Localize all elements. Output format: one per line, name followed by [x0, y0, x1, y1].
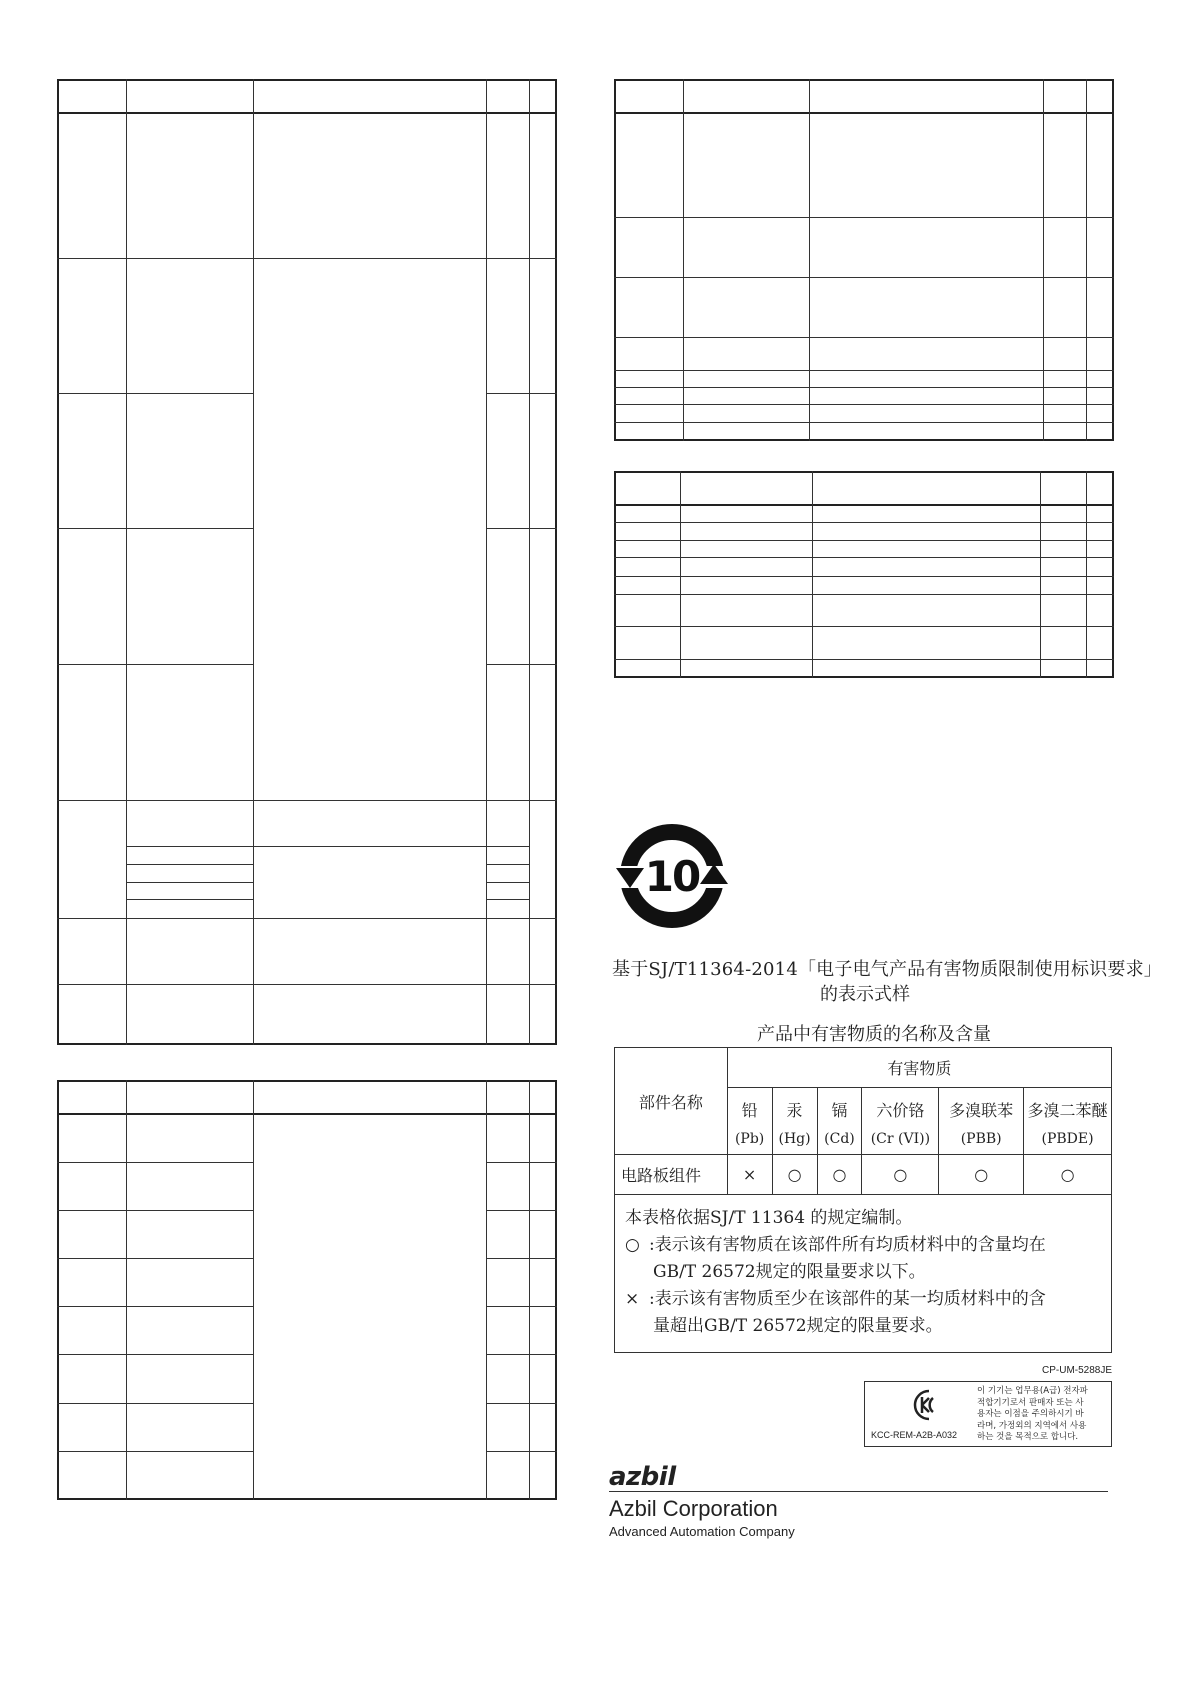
table-row-line [614, 594, 1114, 595]
substance-name: 铅 [727, 1088, 772, 1125]
substance-symbol: (PBB) [939, 1124, 1024, 1155]
column-line [1086, 471, 1087, 678]
logo-number: 10 [644, 852, 700, 901]
column-line [529, 1080, 530, 1500]
note-circle-text: :表示该有害物质在该部件所有均质材料中的含量均在 [649, 1235, 1046, 1255]
table-row-line [57, 1162, 253, 1163]
substance-name: 镉 [817, 1088, 862, 1125]
column-line [1040, 471, 1041, 678]
table-row-line [57, 528, 253, 529]
substance-symbol: (PBDE) [1024, 1124, 1112, 1155]
part-name-header: 部件名称 [615, 1048, 728, 1155]
table-row-line [57, 984, 557, 985]
table-header-rule [614, 504, 1114, 506]
substance-name: 多溴二苯醚 [1024, 1088, 1112, 1125]
column-line [126, 1080, 127, 1500]
table-row-line [57, 1210, 253, 1211]
table-row-line [486, 1258, 557, 1259]
column-line [486, 79, 487, 1045]
kc-notice-line: 용자는 이점을 주의하시기 바 [977, 1409, 1084, 1419]
note-cross-text-cont: 量超出GB/T 26572规定的限量要求。 [653, 1316, 943, 1336]
mark-cell: ○ [772, 1155, 817, 1195]
column-line [680, 471, 681, 678]
column-line [486, 1080, 487, 1500]
table-row-line [486, 1210, 557, 1211]
column-line [126, 79, 127, 1045]
table-subrow-line [126, 882, 253, 883]
table-row-line [614, 404, 1114, 405]
table-row-line [614, 370, 1114, 371]
substance-name: 多溴联苯 [939, 1088, 1024, 1125]
table-row-line [614, 659, 1114, 660]
document-code: CP-UM-5288JE [1042, 1365, 1113, 1376]
kc-registration-code: KCC-REM-A2B-A032 [871, 1430, 958, 1440]
table-subrow-line [486, 899, 529, 900]
table-notes [615, 1195, 1112, 1353]
column-line [253, 1080, 254, 1500]
table-subrow-line [126, 864, 253, 865]
column-line [253, 79, 254, 1045]
note-circle-text-cont: GB/T 26572规定的限量要求以下。 [653, 1262, 926, 1282]
substance-symbol: (Cd) [817, 1124, 862, 1155]
table-row-line [614, 557, 1114, 558]
table-row-line [57, 1403, 253, 1404]
kc-notice-line: 적합기기로서 판매자 또는 사 [977, 1397, 1084, 1408]
table-row-line [486, 393, 557, 394]
footer-divider [609, 1491, 1108, 1492]
table-row-line [614, 387, 1114, 388]
hazard-table-caption: 产品中有害物质的名称及含量 [757, 1024, 991, 1045]
substance-symbol: (Pb) [727, 1124, 772, 1155]
table-row-line [486, 1354, 557, 1355]
note-cross-text: :表示该有害物质至少在该部件的某一均质材料中的含 [649, 1289, 1046, 1309]
mark-cell: ○ [862, 1155, 939, 1195]
kc-mark-icon [913, 1388, 941, 1424]
standard-title-line-1: 基于SJ/T11364-2014「电子电气产品有害物质限制使用标识要求」 [612, 959, 1162, 980]
table-row-line [614, 277, 1114, 278]
kc-notice-text [977, 1386, 1109, 1444]
table-row [615, 1155, 1112, 1195]
left-table-2 [57, 1080, 557, 1500]
circle-symbol: ○ [625, 1235, 640, 1255]
table-header-rule [57, 112, 557, 114]
environment-protection-use-period-logo [614, 818, 730, 934]
right-table-2 [614, 471, 1114, 678]
table-row-line [486, 1403, 557, 1404]
table-row-line [486, 1162, 557, 1163]
table-row-line [614, 217, 1114, 218]
substances-group-header: 有害物质 [727, 1048, 1111, 1088]
hazardous-substance-table [614, 1047, 1112, 1353]
table-row-line [486, 528, 557, 529]
standard-title-line-2: 的表示式样 [820, 984, 910, 1005]
company-name: Azbil Corporation [609, 1496, 778, 1521]
table-row-line [486, 1306, 557, 1307]
note-cross [625, 1286, 1101, 1313]
recycle-arrows-icon [614, 818, 730, 934]
substance-symbol: (Hg) [772, 1124, 817, 1155]
kc-notice-line: 이 기기는 업무용(A급) 전자파 [977, 1386, 1088, 1396]
left-table-1 [57, 79, 557, 1045]
table-row-line [57, 918, 557, 919]
table-subrow-line [486, 882, 529, 883]
kc-notice-line: 하는 것을 목적으로 합니다. [977, 1432, 1079, 1442]
table-row-line [57, 393, 253, 394]
substance-symbol: (Cr (VI)) [862, 1124, 939, 1155]
table-row-line [614, 626, 1114, 627]
mark-cell: ○ [939, 1155, 1024, 1195]
table-row-line [614, 540, 1114, 541]
kc-notice-line: 라며, 가정외의 지역에서 사용 [977, 1420, 1087, 1431]
table-row-line [614, 337, 1114, 338]
table-row-line [57, 1451, 253, 1452]
table-subrow-line [126, 846, 529, 847]
part-name-cell: 电路板组件 [615, 1155, 728, 1195]
cross-symbol: × [625, 1289, 640, 1309]
mark-cell: × [727, 1155, 772, 1195]
table-row-line [57, 664, 253, 665]
column-line [812, 471, 813, 678]
table-row-line [57, 800, 557, 801]
column-line [529, 79, 530, 1045]
table-row-line [614, 576, 1114, 577]
table-subrow-line [126, 899, 253, 900]
table-row-line [614, 422, 1114, 423]
table-header-rule [614, 112, 1114, 114]
company-division: Advanced Automation Company [609, 1524, 795, 1539]
substance-name: 六价铬 [862, 1088, 939, 1125]
table-subrow-line [486, 864, 529, 865]
table-row-line [57, 1354, 253, 1355]
mark-cell: ○ [817, 1155, 862, 1195]
mark-cell: ○ [1024, 1155, 1112, 1195]
note-circle [625, 1232, 1101, 1259]
substance-name: 汞 [772, 1088, 817, 1125]
kc-certification-box [864, 1381, 1112, 1447]
table-row-line [614, 522, 1114, 523]
azbil-logo: azbil [609, 1462, 676, 1492]
table-row-line [486, 664, 557, 665]
table-row-line [57, 258, 557, 259]
table-row-line [57, 1306, 253, 1307]
table-row-line [57, 1258, 253, 1259]
table-header-rule [57, 1113, 557, 1115]
note-basis: 本表格依据SJ/T 11364 的规定编制。 [625, 1208, 913, 1228]
table-row-line [486, 1451, 557, 1452]
